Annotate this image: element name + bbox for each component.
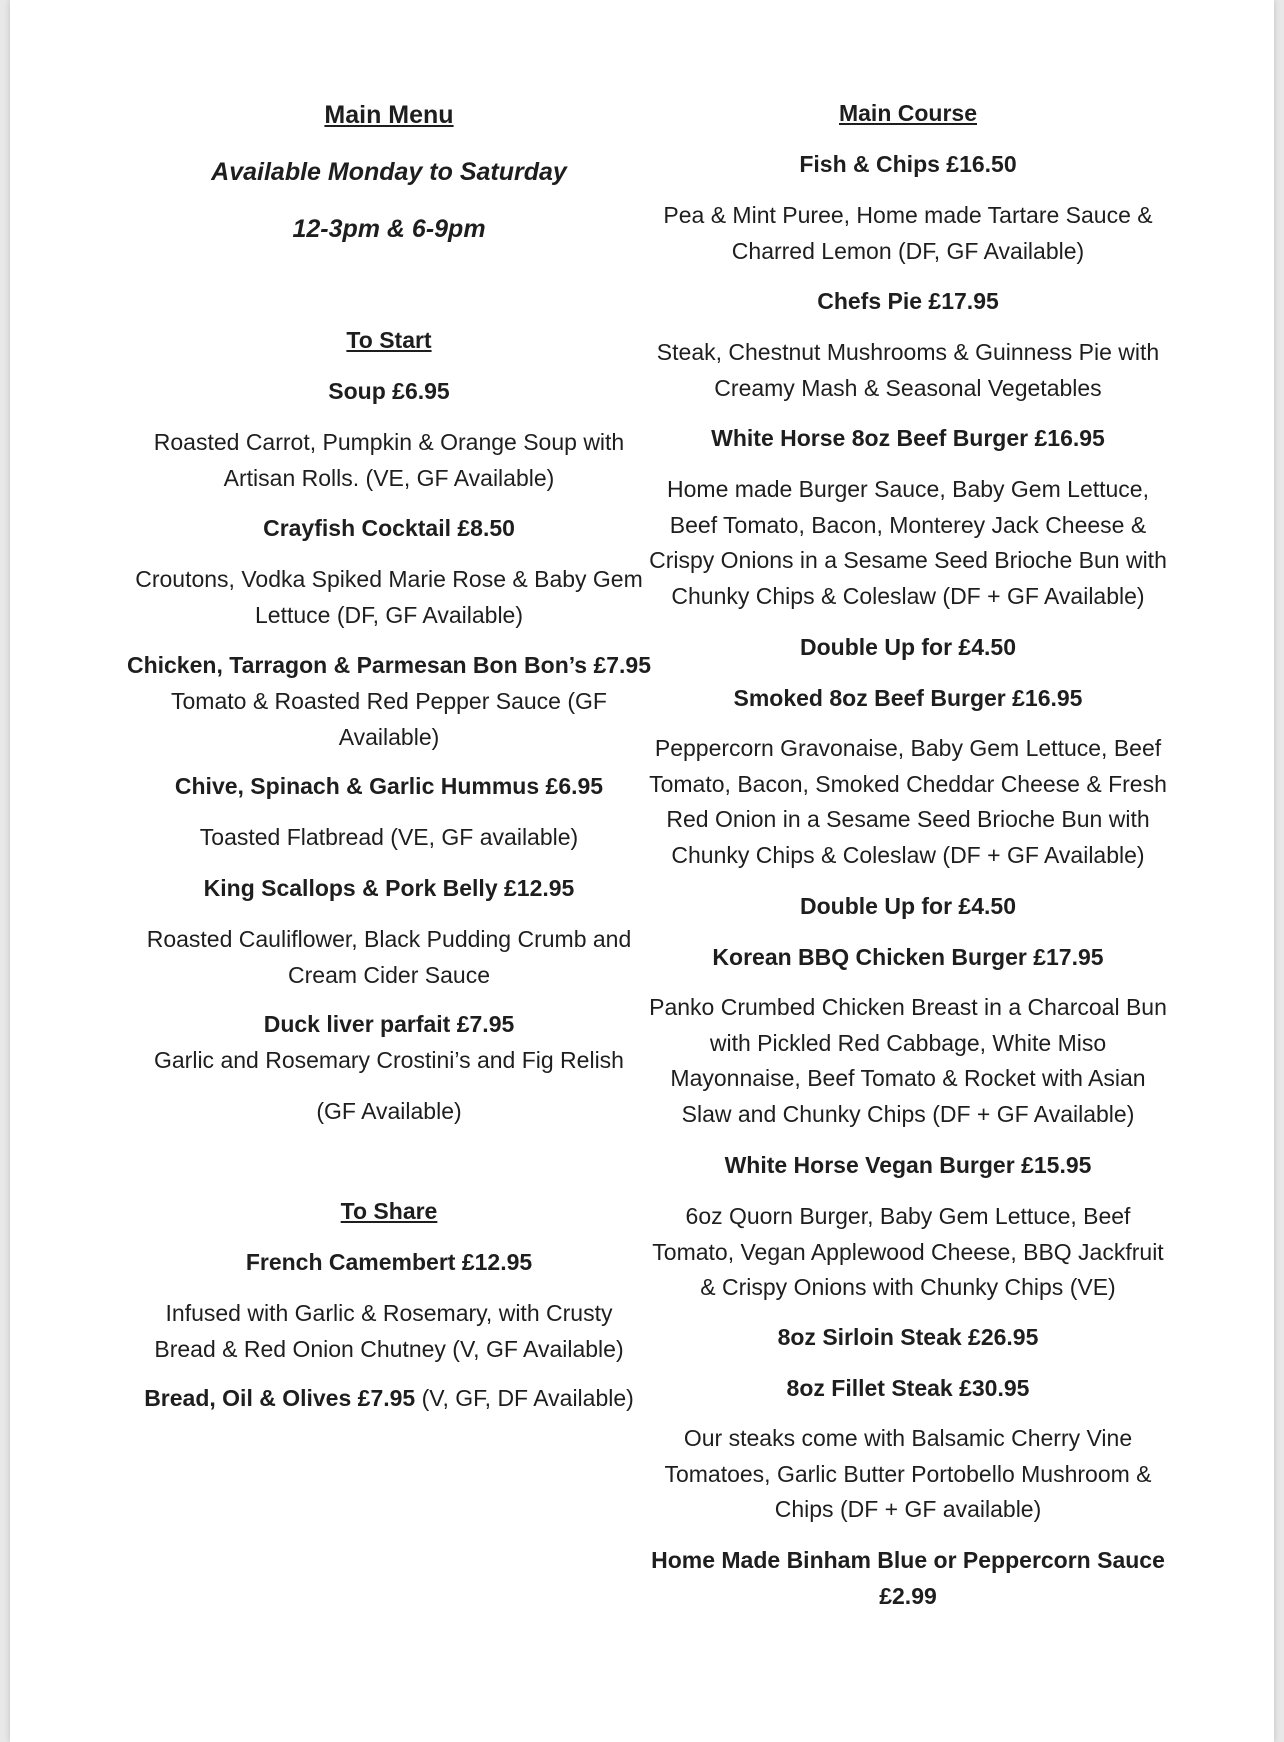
desc-line: Croutons, Vodka Spiked Marie Rose & Baby Gem (135, 566, 643, 592)
desc-line: & Crispy Onions with Chunky Chips (VE) (700, 1274, 1116, 1300)
desc-line: Red Onion in a Sesame Seed Brioche Bun with (666, 806, 1150, 832)
desc-line: Available) (338, 723, 440, 750)
item-name: Crayfish Cocktail £8.50 (263, 515, 515, 541)
item-name (638, 1543, 1178, 1614)
item-description (124, 922, 654, 993)
availability-hours: 12-3pm & 6-9pm (292, 215, 486, 243)
desc-line: Creamy Mash & Seasonal Vegetables (714, 374, 1102, 401)
desc-line: Steak, Chestnut Mushrooms & Guinness Pie with (656, 339, 1160, 365)
item-description (124, 562, 654, 633)
desc-line: Panko Crumbed Chicken Breast in a Charcoal Bun (649, 994, 1167, 1020)
item-name: 8oz Fillet Steak £30.95 (786, 1375, 1030, 1401)
desc-line: Charred Lemon (DF, GF Available) (731, 237, 1085, 264)
item-description (124, 1296, 654, 1367)
item-description (638, 1199, 1178, 1306)
desc-line: with Pickled Red Cabbage, White Miso (709, 1029, 1107, 1056)
item-description (124, 1043, 654, 1079)
desc-line: Tomato, Vegan Applewood Cheese, BBQ Jackfruit (652, 1238, 1164, 1265)
desc-line: Crispy Onions in a Sesame Seed Brioche Bun with (649, 547, 1167, 573)
desc-line: Slaw and Chunky Chips (DF + GF Available) (681, 1100, 1135, 1127)
desc-line: Cream Cider Sauce (288, 961, 490, 988)
item-name: White Horse Vegan Burger £15.95 (724, 1152, 1092, 1178)
item-name: Chefs Pie £17.95 (817, 288, 999, 314)
item-name: 8oz Sirloin Steak £26.95 (777, 1324, 1039, 1350)
item-name: Double Up for £4.50 (800, 634, 1016, 660)
item-description: (V, GF, DF Available) (415, 1385, 634, 1411)
desc-line: Roasted Cauliflower, Black Pudding Crumb and (146, 926, 632, 952)
item-row (124, 1381, 654, 1417)
desc-line: Pea & Mint Puree, Home made Tartare Sauce & (663, 202, 1153, 228)
desc-line: (GF Available) (316, 1098, 462, 1124)
mains-heading: Main Course (838, 100, 978, 126)
item-name: Chive, Spinach & Garlic Hummus £6.95 (174, 773, 604, 799)
item-name: Double Up for £4.50 (800, 893, 1016, 919)
item-name: Duck liver parfait £7.95 (263, 1011, 515, 1037)
desc-line: Infused with Garlic & Rosemary, with Crusty (165, 1300, 613, 1326)
item-name: Soup £6.95 (328, 378, 450, 404)
desc-line: Garlic and Rosemary Crostini’s and Fig Relish (154, 1047, 624, 1073)
desc-line: Roasted Carrot, Pumpkin & Orange Soup with (153, 429, 625, 455)
desc-line: Our steaks come with Balsamic Cherry Vine (683, 1425, 1133, 1451)
desc-line: Toasted Flatbread (VE, GF available) (199, 824, 579, 850)
desc-line: Bread & Red Onion Chutney (V, GF Available) (154, 1335, 624, 1362)
desc-line: Tomatoes, Garlic Butter Portobello Mushroom & (664, 1460, 1152, 1487)
desc-line: Tomato & Roasted Red Pepper Sauce (GF (171, 688, 607, 714)
desc-line: Lettuce (DF, GF Available) (254, 601, 524, 628)
desc-line: Artisan Rolls. (VE, GF Available) (223, 464, 555, 491)
desc-line: 6oz Quorn Burger, Baby Gem Lettuce, Beef (685, 1203, 1131, 1229)
item-description (638, 731, 1178, 873)
item-name: Smoked 8oz Beef Burger £16.95 (733, 685, 1083, 711)
desc-line: Chips (DF + GF available) (774, 1496, 1042, 1522)
item-description (124, 820, 654, 856)
item-name: King Scallops & Pork Belly £12.95 (203, 875, 575, 901)
item-name: French Camembert £12.95 (245, 1249, 533, 1275)
item-description (124, 684, 654, 755)
item-name: White Horse 8oz Beef Burger £16.95 (711, 425, 1105, 451)
desc-line: Mayonnaise, Beef Tomato & Rocket with Asian (670, 1065, 1146, 1091)
desc-line: Tomato, Bacon, Smoked Cheddar Cheese & Fresh (649, 770, 1167, 797)
availability-days: Available Monday to Saturday (211, 158, 567, 186)
desc-line: Chunky Chips & Coleslaw (DF + GF Available) (671, 582, 1145, 609)
share-heading: To Share (340, 1198, 438, 1224)
name-line: £2.99 (879, 1582, 937, 1609)
item-description (638, 1421, 1178, 1528)
desc-line: Peppercorn Gravonaise, Baby Gem Lettuce, Beef (654, 735, 1162, 761)
item-name: Chicken, Tarragon & Parmesan Bon Bon’s £7.95 (126, 652, 652, 678)
item-name: Bread, Oil & Olives £7.95 (144, 1385, 416, 1411)
menu-page (10, 0, 1274, 1742)
item-description (124, 425, 654, 496)
item-description (638, 990, 1178, 1132)
item-description (638, 335, 1178, 406)
desc-line: Chunky Chips & Coleslaw (DF + GF Available) (671, 841, 1145, 868)
item-description (124, 1094, 654, 1130)
desc-line: Home made Burger Sauce, Baby Gem Lettuce, (667, 476, 1149, 502)
item-description (638, 472, 1178, 614)
name-line: Home Made Binham Blue or Peppercorn Sauce (651, 1547, 1165, 1573)
item-name: Fish & Chips £16.50 (799, 151, 1017, 177)
item-name: Korean BBQ Chicken Burger £17.95 (712, 944, 1104, 970)
starters-heading: To Start (346, 327, 432, 353)
item-description (638, 198, 1178, 269)
menu-title: Main Menu (324, 101, 454, 129)
desc-line: Beef Tomato, Bacon, Monterey Jack Cheese & (669, 511, 1147, 538)
